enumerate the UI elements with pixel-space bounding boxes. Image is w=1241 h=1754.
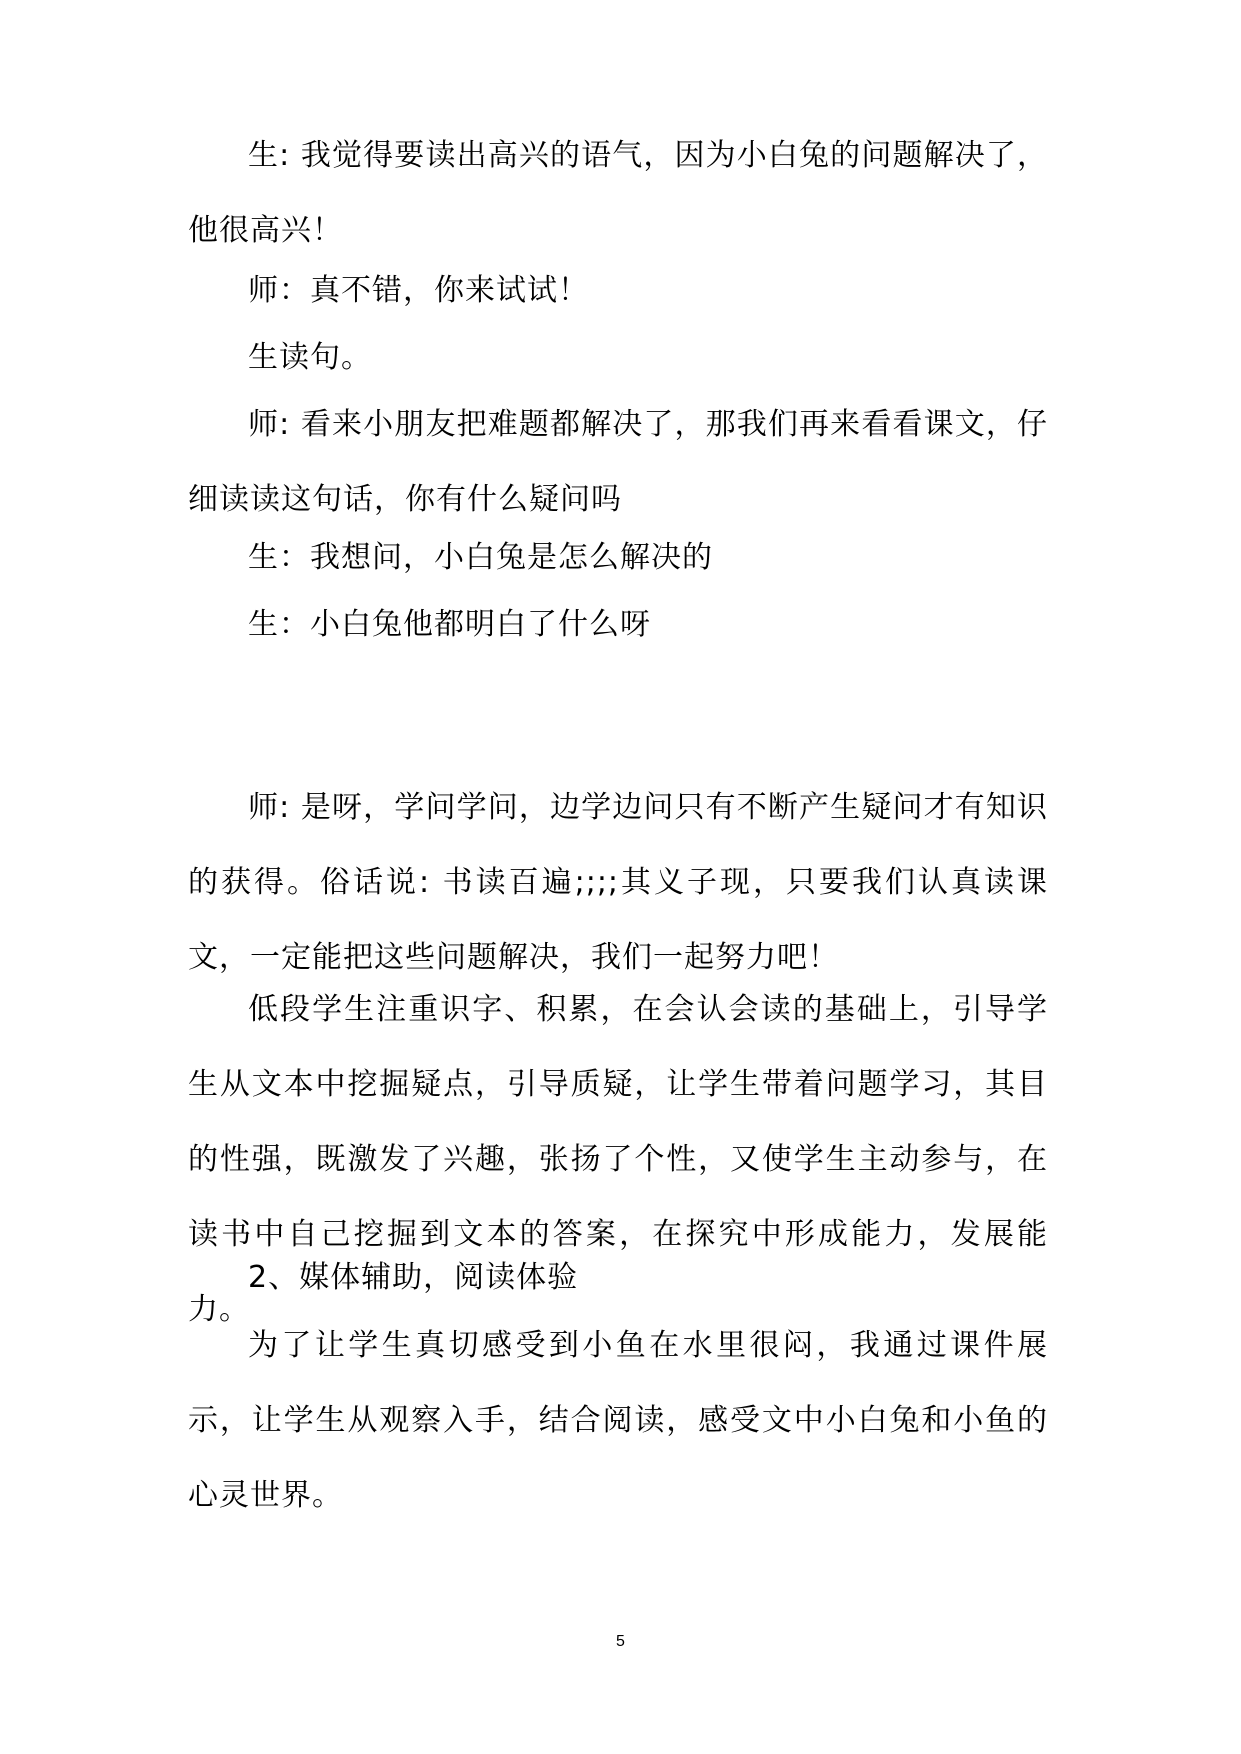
- paragraph-media-description: 为了让学生真切感受到小鱼在水里很闷，我通过课件展示，让学生从观察入手，结合阅读，感受文中小白兔和小鱼的心灵世界。: [188, 1328, 1048, 1513]
- paragraph-student-how: 生：我想问，小白兔是怎么解决的: [248, 540, 713, 575]
- paragraph-student-reads: 生读句。: [248, 340, 372, 375]
- paragraph-student-happy-tone: 生: 我觉得要读出高兴的语气，因为小白兔的问题解决了，他很高兴！: [188, 138, 1048, 248]
- paragraph-teacher-learning: 师: 是呀，学问学问，边学边问只有不断产生疑问才有知识的获得。俗话说: 书读百遍;;;;其义子现，只要我们认真读课文，一定能把这些问题解决，我们一起努力吧！: [188, 790, 1048, 975]
- page-number: 5: [616, 1633, 625, 1650]
- paragraph-commentary: 低段学生注重识字、积累，在会认会读的基础上，引导学生从文本中挖掘疑点，引导质疑，让学生带着问题学习，其目的性强，既激发了兴趣，张扬了个性，又使学生主动参与，在读书中自己挖掘到文本的答案，在探究中形成能力，发展能力。: [188, 992, 1048, 1327]
- section-heading-media: 2、媒体辅助，阅读体验: [248, 1260, 579, 1295]
- paragraph-student-what: 生：小白兔他都明白了什么呀: [248, 607, 651, 642]
- paragraph-teacher-question: 师: 看来小朋友把难题都解决了，那我们再来看看课文，仔细读读这句话，你有什么疑问吗: [188, 407, 1048, 517]
- paragraph-teacher-try: 师：真不错，你来试试！: [248, 273, 589, 308]
